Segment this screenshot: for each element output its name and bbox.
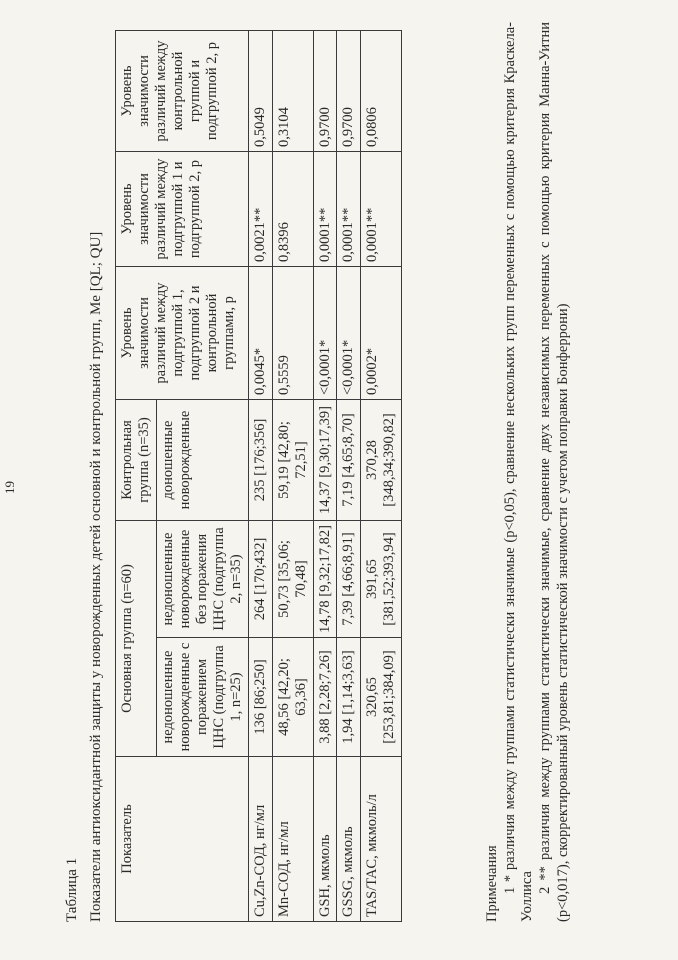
note-1: 1 * различия между группами статистически значимые (р<0,05), сравнение нескольких групп переменных с помощью критерия Краскела-Уоллиса xyxy=(501,22,536,922)
row-ctrl: 370,28 [348,34;390,82] xyxy=(361,400,402,521)
table-label: Таблица 1 xyxy=(64,857,80,922)
row-indicator: Cu,Zn-СОД, нг/мл xyxy=(248,757,272,922)
row-ctrl: 14,37 [9,30;17,39] xyxy=(313,400,337,521)
row-sub2: 264 [170;432] xyxy=(248,521,272,638)
row-indicator: TAS/TAC, мкмоль/л xyxy=(361,757,402,922)
row-sub2: 391,65 [381,52;393,94] xyxy=(361,521,402,638)
row-p-all: 0,5559 xyxy=(272,267,313,400)
header-p-1-2: Уровень значимости различий между подгруппой 1 и подгруппой 2, р xyxy=(116,152,249,267)
row-p-1-2: 0,0001** xyxy=(313,152,337,267)
header-p-all: Уровень значимости различий между подгруппой 1, подгруппой 2 и контрольной группами, р xyxy=(116,267,249,400)
header-subgroup-2: недоношенные новорожденные без поражения ЦНС (подгруппа 2, n=35) xyxy=(156,521,248,638)
row-p-1-2: 0,0001** xyxy=(337,152,361,267)
row-indicator: Mn-СОД, нг/мл xyxy=(272,757,313,922)
table-row xyxy=(337,31,361,922)
table-title: Показатели антиоксидантной защиты у новорожденных детей основной и контрольной групп, Me [QL; QU] xyxy=(88,231,104,922)
row-p-all: 0,0002* xyxy=(361,267,402,400)
table-row xyxy=(272,31,313,922)
header-main-group: Основная группа (n=60) xyxy=(116,521,157,757)
row-indicator: GSSG, мкмоль xyxy=(337,757,361,922)
row-ctrl: 7,19 [4,65;8,70] xyxy=(337,400,361,521)
row-p-ctrl-2: 0,9700 xyxy=(337,31,361,152)
note-2: 2 ** различия между группами статистически значимые, сравнение двух независимых переменных с помощью критерия Манна-Уитни (р<0,017), скорректированный уровень статистической значимости с учетом поправки Бонферрони) xyxy=(537,22,571,922)
page-number: 19 xyxy=(2,481,17,494)
table-row xyxy=(248,31,272,922)
row-p-1-2: 0,0021** xyxy=(248,152,272,267)
row-p-1-2: 0,8396 xyxy=(272,152,313,267)
row-sub1: 48,56 [42,20; 63,36] xyxy=(272,638,313,757)
row-sub1: 136 [86;250] xyxy=(248,638,272,757)
row-sub2: 7,39 [4,66;8,91] xyxy=(337,521,361,638)
header-control-group: Контрольная группа (n=35) xyxy=(116,400,157,521)
header-indicator: Показатель xyxy=(116,757,249,922)
row-ctrl: 235 [176;356] xyxy=(248,400,272,521)
header-subgroup-1: недоношенные новорожденные с поражением ЦНС (подгруппа 1, n=25) xyxy=(156,638,248,757)
row-sub1: 1,94 [1,14;3,63] xyxy=(337,638,361,757)
row-p-ctrl-2: 0,0806 xyxy=(361,31,402,152)
data-table xyxy=(115,30,402,922)
notes xyxy=(484,22,572,922)
row-p-all: 0,0045* xyxy=(248,267,272,400)
header-row xyxy=(116,31,157,922)
notes-title: Примечания xyxy=(484,845,500,922)
row-p-all: <0,0001* xyxy=(313,267,337,400)
row-ctrl: 59,19 [42,80; 72,51] xyxy=(272,400,313,521)
row-sub1: 320,65 [253,81;384,09] xyxy=(361,638,402,757)
table-row xyxy=(361,31,402,922)
row-p-ctrl-2: 0,3104 xyxy=(272,31,313,152)
table-row xyxy=(313,31,337,922)
header-p-ctrl-2: Уровень значимости различий между контрольной группой и подгруппой 2, р xyxy=(116,31,249,152)
row-p-1-2: 0,0001** xyxy=(361,152,402,267)
row-sub2: 50,73 [35,06; 70,48] xyxy=(272,521,313,638)
row-sub1: 3,88 [2,28;7,26] xyxy=(313,638,337,757)
row-sub2: 14,78 [9,32;17,82] xyxy=(313,521,337,638)
row-p-ctrl-2: 0,9700 xyxy=(313,31,337,152)
row-indicator: GSH, мкмоль xyxy=(313,757,337,922)
row-p-ctrl-2: 0,5049 xyxy=(248,31,272,152)
header-control-desc: доношенные новорожденные xyxy=(156,400,248,521)
row-p-all: <0,0001* xyxy=(337,267,361,400)
